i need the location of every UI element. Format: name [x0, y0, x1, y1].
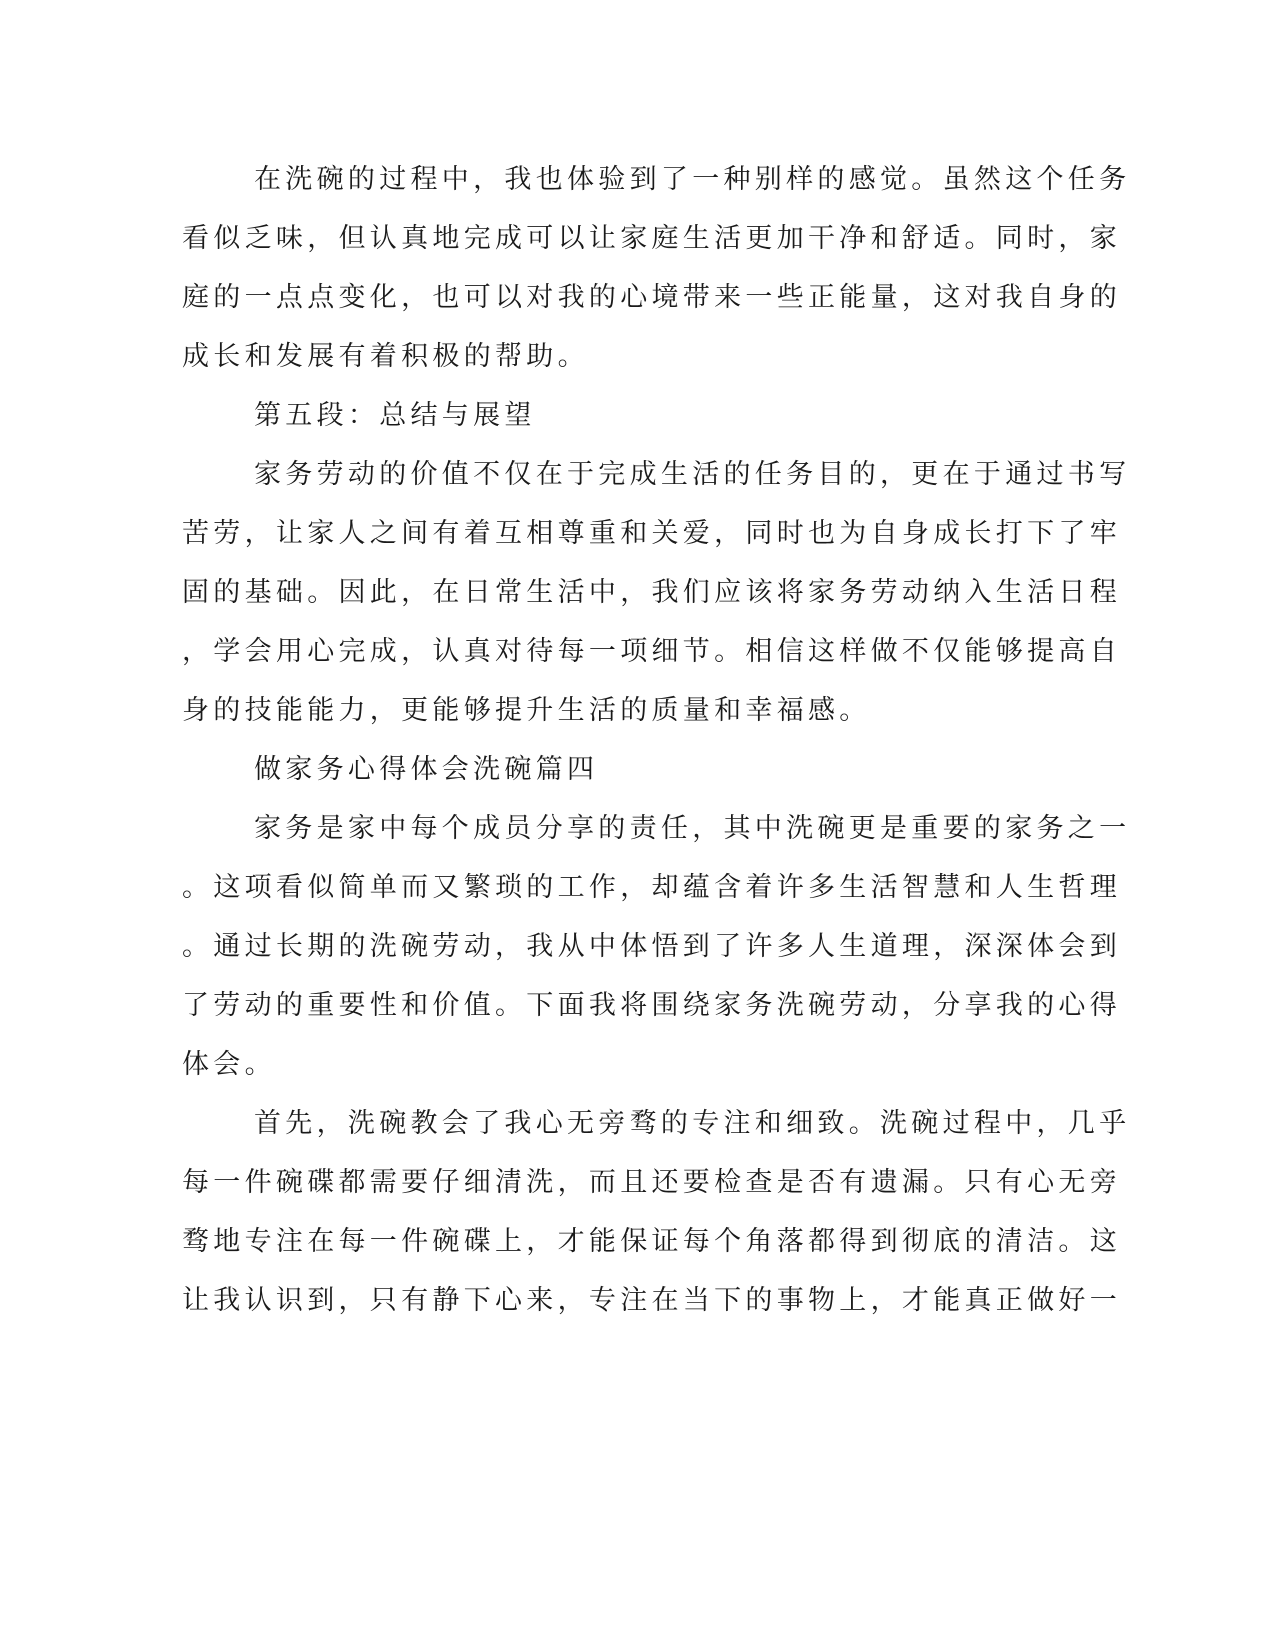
paragraph-line: 家务是家中每个成员分享的责任，其中洗碗更是重要的家务之一	[254, 813, 1131, 844]
paragraph-line: 。这项看似简单而又繁琐的工作，却蕴含着许多生活智慧和人生哲理	[182, 872, 1121, 903]
paragraph-line: 苦劳，让家人之间有着互相尊重和关爱，同时也为自身成长打下了牢	[182, 518, 1121, 549]
paragraph-line: 看似乏味，但认真地完成可以让家庭生活更加干净和舒适。同时，家	[182, 223, 1121, 254]
paragraph-line: 成长和发展有着积极的帮助。	[182, 341, 589, 372]
article-heading: 做家务心得体会洗碗篇四	[254, 754, 599, 785]
paragraph-line: ，学会用心完成，认真对待每一项细节。相信这样做不仅能够提高自	[182, 636, 1121, 667]
paragraph-line: 庭的一点点变化，也可以对我的心境带来一些正能量，这对我自身的	[182, 282, 1121, 313]
paragraph-line: 让我认识到，只有静下心来，专注在当下的事物上，才能真正做好一	[182, 1285, 1121, 1316]
section-heading: 第五段：总结与展望	[254, 400, 536, 431]
paragraph-line: 体会。	[182, 1049, 276, 1080]
paragraph-line: 固的基础。因此，在日常生活中，我们应该将家务劳动纳入生活日程	[182, 577, 1121, 608]
paragraph-line: 。通过长期的洗碗劳动，我从中体悟到了许多人生道理，深深体会到	[182, 931, 1121, 962]
paragraph-line: 家务劳动的价值不仅在于完成生活的任务目的，更在于通过书写	[254, 459, 1131, 490]
paragraph-line: 每一件碗碟都需要仔细清洗，而且还要检查是否有遗漏。只有心无旁	[182, 1167, 1121, 1198]
paragraph-line: 了劳动的重要性和价值。下面我将围绕家务洗碗劳动，分享我的心得	[182, 990, 1121, 1021]
paragraph-line: 身的技能能力，更能够提升生活的质量和幸福感。	[182, 695, 871, 726]
paragraph-line: 骛地专注在每一件碗碟上，才能保证每个角落都得到彻底的清洁。这	[182, 1226, 1121, 1257]
paragraph-line: 首先，洗碗教会了我心无旁骛的专注和细致。洗碗过程中，几乎	[254, 1108, 1131, 1139]
paragraph-line: 在洗碗的过程中，我也体验到了一种别样的感觉。虽然这个任务	[254, 164, 1131, 195]
